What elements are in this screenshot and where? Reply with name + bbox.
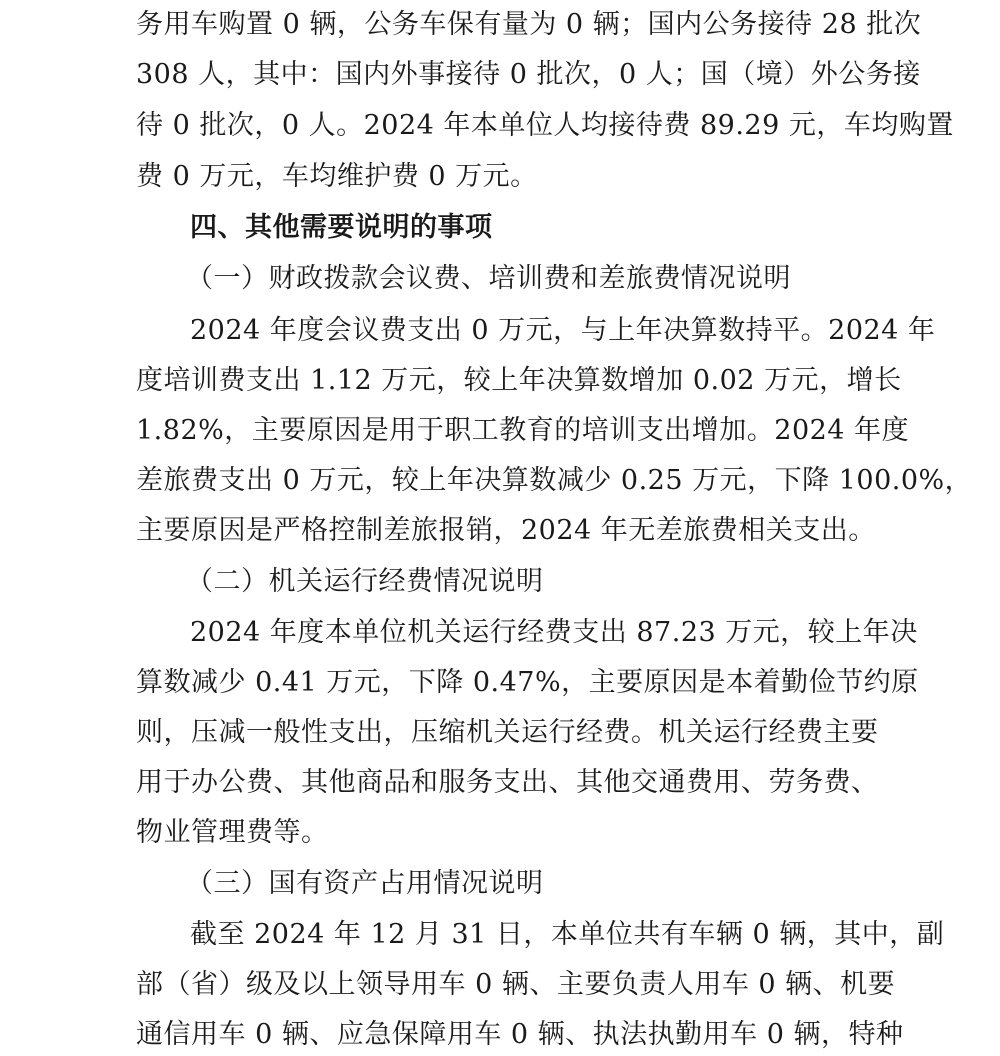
body-text-line: 通信用车 0 辆、应急保障用车 0 辆、执法执勤用车 0 辆，特种 — [136, 1019, 904, 1050]
subsection-heading: （一）财政拨款会议费、培训费和差旅费情况说明 — [186, 263, 791, 294]
body-text-line: 待 0 批次，0 人。2024 年本单位人均接待费 89.29 元，车均购置 — [136, 110, 954, 141]
body-text-line: 2024 年度会议费支出 0 万元，与上年决算数持平。2024 年 — [190, 315, 936, 346]
section-heading: 四、其他需要说明的事项 — [190, 212, 493, 243]
body-text-line: 度培训费支出 1.12 万元，较上年决算数增加 0.02 万元，增长 — [136, 365, 902, 396]
body-text-line: 物业管理费等。 — [136, 817, 329, 848]
body-text-line: 用于办公费、其他商品和服务支出、其他交通费用、劳务费、 — [136, 767, 879, 798]
body-text-line: 308 人，其中：国内外事接待 0 批次，0 人；国（境）外公务接 — [136, 59, 921, 90]
subsection-heading: （三）国有资产占用情况说明 — [186, 868, 544, 899]
body-text-line: 主要原因是严格控制差旅报销，2024 年无差旅费相关支出。 — [136, 515, 876, 546]
body-text-line: 务用车购置 0 辆，公务车保有量为 0 辆；国内公务接待 28 批次 — [136, 9, 922, 40]
body-text-line: 费 0 万元，车均维护费 0 万元。 — [136, 161, 538, 192]
subsection-heading: （二）机关运行经费情况说明 — [186, 566, 544, 597]
body-text-line: 算数减少 0.41 万元，下降 0.47%，主要原因是本着勤俭节约原 — [136, 667, 919, 698]
body-text-line: 部（省）级及以上领导用车 0 辆、主要负责人用车 0 辆、机要 — [136, 969, 896, 1000]
body-text-line: 1.82%，主要原因是用于职工教育的培训支出增加。2024 年度 — [136, 415, 910, 446]
body-text-line: 截至 2024 年 12 月 31 日，本单位共有车辆 0 辆，其中，副 — [190, 919, 945, 950]
body-text-line: 则，压减一般性支出，压缩机关运行经费。机关运行经费主要 — [136, 717, 879, 748]
body-text-line: 2024 年度本单位机关运行经费支出 87.23 万元，较上年决 — [190, 617, 918, 648]
body-text-line: 差旅费支出 0 万元，较上年决算数减少 0.25 万元，下降 100.0%， — [136, 465, 973, 496]
